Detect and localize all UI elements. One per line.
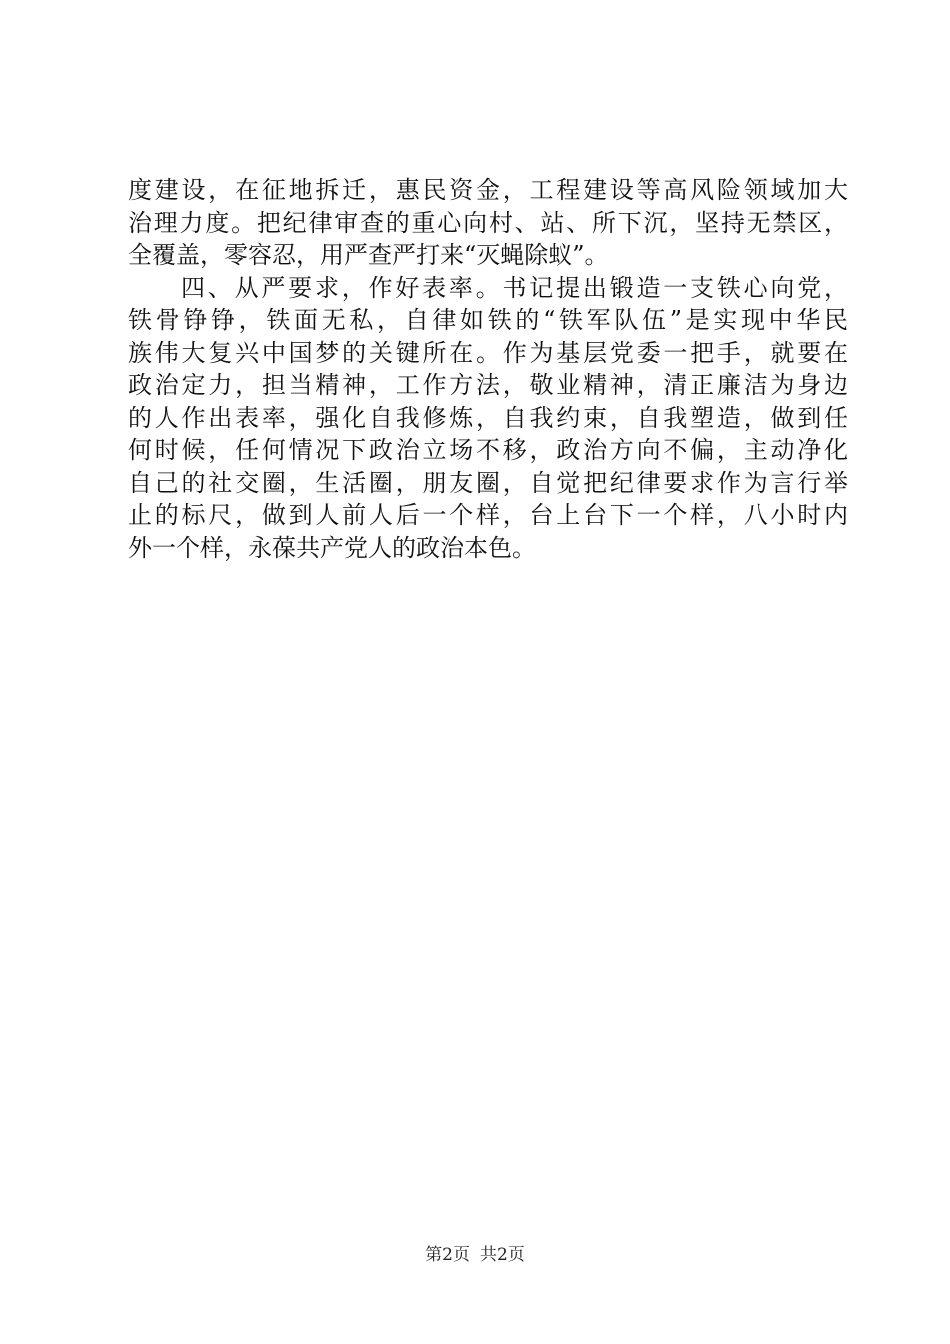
text-line: 何时候，任何情况下政治立场不移，政治方向不偏，主动净化 (128, 436, 848, 464)
text-line: 治理力度。把纪律审查的重心向村、站、所下沉，坚持无禁区， (128, 208, 848, 237)
page-number: 第2页 (425, 1245, 470, 1265)
text-line: 度建设，在征地拆迁，惠民资金，工程建设等高风险领域加大 (128, 176, 848, 204)
page-total: 共2页 (480, 1245, 525, 1265)
body-text (128, 174, 848, 564)
text-line: 政治定力，担当精神，工作方法，敬业精神，清正廉洁为身边 (128, 371, 848, 399)
text-line: 自己的社交圈，生活圈，朋友圈，自觉把纪律要求作为言行举 (128, 468, 848, 497)
text-line: 的人作出表率，强化自我修炼，自我约束，自我塑造，做到任 (128, 403, 848, 432)
paragraph-section-four (128, 272, 848, 565)
paragraph-continued (128, 174, 848, 272)
text-line: 四、从严要求，作好表率。书记提出锻造一支铁心向党， (181, 273, 848, 302)
text-line: 全覆盖，零容忍，用严查严打来“灭蝇除蚁”。 (128, 241, 609, 269)
text-line: 外一个样，永葆共产党人的政治本色。 (128, 533, 536, 562)
page-footer (0, 1243, 950, 1267)
text-line: 铁骨铮铮，铁面无私，自律如铁的“铁军队伍”是实现中华民 (128, 306, 848, 334)
text-line: 止的标尺，做到人前人后一个样，台上台下一个样，八小时内 (128, 501, 848, 529)
text-line: 族伟大复兴中国梦的关键所在。作为基层党委一把手，就要在 (128, 338, 848, 367)
